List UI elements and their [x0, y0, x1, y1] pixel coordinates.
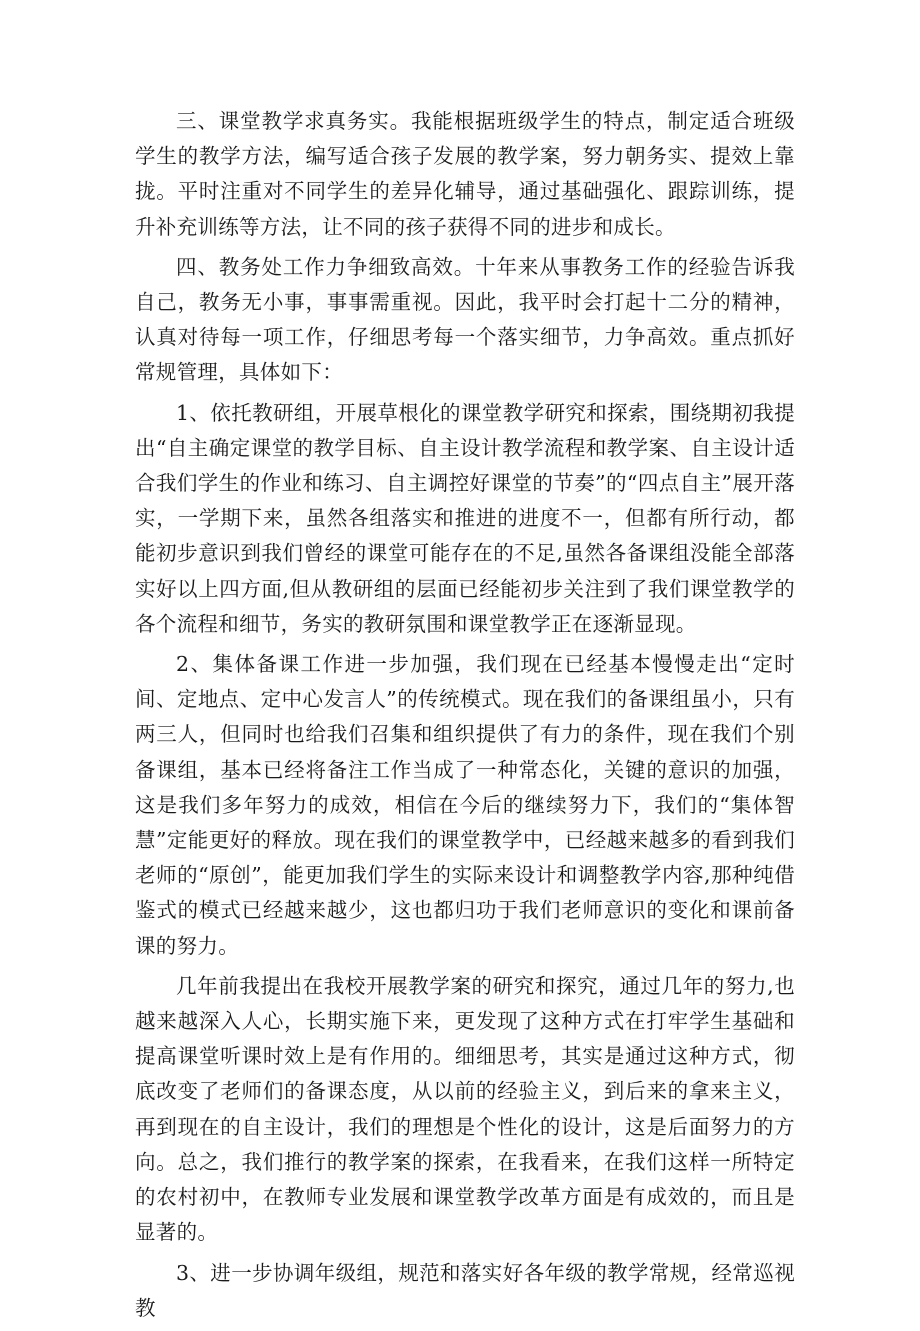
paragraph-item-2-collective-lesson-prep: 2、集体备课工作进一步加强，我们现在已经基本慢慢走出“定时间、定地点、定中心发言人”的传统模式。现在我们的备课组虽小，只有两三人，但同时也给我们召集和组织提供了有力的条件，现在我们个别备课组，基本已经将备注工作当成了一种常态化，关键的意识的加强，这是我们多年努力的成效，相信在今后的继续努力下，我们的“集体智慧”定能更好的释放。现在我们的课堂教学中，已经越来越多的看到我们老师的“原创”，能更加我们学生的实际来设计和调整教学内容,那种纯借鉴式的模式已经越来越少，这也都归功于我们老师意识的变化和课前备课的努力。	[135, 652, 795, 958]
paragraph-item-3-grade-groups: 3、进一步协调年级组，规范和落实好各年级的教学常规，经常巡视教	[135, 1260, 795, 1320]
paragraph-item-1-research-groups: 1、依托教研组，开展草根化的课堂教学研究和探索，围绕期初我提出“自主确定课堂的教学目标、自主设计教学流程和教学案、自主设计适合我们学生的作业和练习、自主调控好课堂的节奏”的“四点自主”展开落实，一学期下来，虽然各组落实和推进的进度不一，但都有所行动，都能初步意识到我们曾经的课堂可能存在的不足,虽然各备课组没能全部落实好以上四方面,但从教研组的层面已经能初步关注到了我们课堂教学的各个流程和细节，务实的教研氛围和课堂教学正在逐渐显现。	[135, 400, 795, 636]
document-page	[135, 104, 795, 1331]
paragraph-academic-affairs: 四、教务处工作力争细致高效。十年来从事教务工作的经验告诉我自己，教务无小事，事事需重视。因此，我平时会打起十二分的精神，认真对待每一项工作，仔细思考每一个落实细节，力争高效。重点抓好常规管理，具体如下：	[135, 254, 795, 385]
paragraph-teaching-plan-research: 几年前我提出在我校开展教学案的研究和探究，通过几年的努力,也越来越深入人心，长期实施下来，更发现了这种方式在打牢学生基础和提高课堂听课时效上是有作用的。细细思考，其实是通过这种方式，彻底改变了老师们的备课态度，从以前的经验主义，到后来的拿来主义，再到现在的自主设计，我们的理想是个性化的设计，这是后面努力的方向。总之，我们推行的教学案的探索，在我看来，在我们这样一所特定的农村初中，在教师专业发展和课堂教学改革方面是有成效的，而且是显著的。	[135, 973, 795, 1245]
paragraph-classroom-teaching: 三、课堂教学求真务实。我能根据班级学生的特点，制定适合班级学生的教学方法，编写适合孩子发展的教学案，努力朝务实、提效上靠拢。平时注重对不同学生的差异化辅导，通过基础强化、跟踪训练，提升补充训练等方法，让不同的孩子获得不同的进步和成长。	[135, 109, 795, 239]
